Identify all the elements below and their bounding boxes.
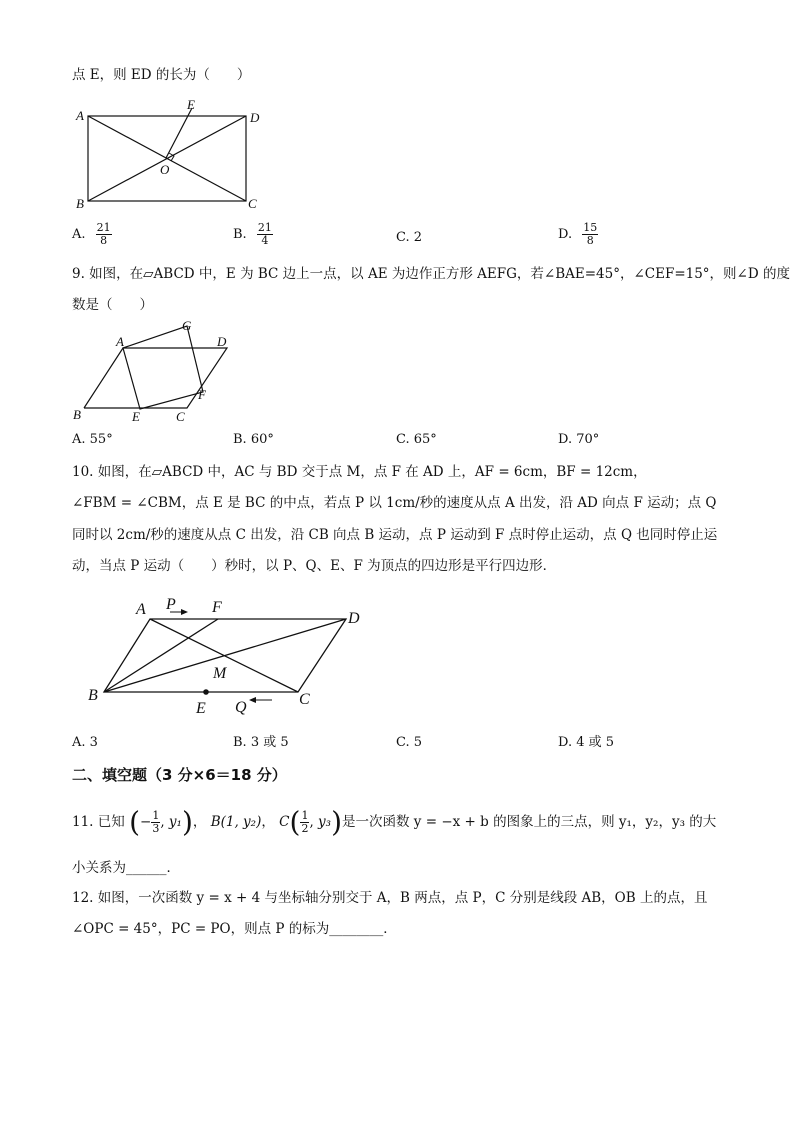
q11-a-y: y₁ xyxy=(168,814,182,830)
q9-parallelogram-figure xyxy=(70,318,235,428)
q9-option-a[interactable]: A. 55° xyxy=(72,432,113,447)
fraction xyxy=(257,222,273,247)
q10-parallelogram-figure xyxy=(80,592,380,722)
q9-label-F: F xyxy=(198,387,206,402)
q11-point-b: B(1, y₂) xyxy=(210,814,262,830)
q8-label-E: E xyxy=(187,97,195,112)
q11-a-sign: − xyxy=(140,814,152,830)
paren: ) xyxy=(331,805,343,839)
q9-label-A: A xyxy=(116,334,124,349)
q11-mid-text: 是一次函数 y = −x + b 的图象上的三点，则 y₁，y₂，y₃ 的大 xyxy=(342,814,717,830)
q9-label-E: E xyxy=(132,409,140,424)
paren: ( xyxy=(129,805,140,839)
q8-rectangle-figure xyxy=(70,96,270,212)
q9-option-b[interactable]: B. 60° xyxy=(233,432,274,447)
option-letter: D. xyxy=(558,227,573,242)
section-fill-in-title: 二、填空题（3 分×6＝18 分） xyxy=(72,766,287,784)
q10-label-D: D xyxy=(348,610,360,627)
q8-option-a[interactable] xyxy=(72,222,112,247)
q10-label-Q: Q xyxy=(235,699,247,716)
denominator: 3 xyxy=(152,822,160,835)
option-text: 2 xyxy=(413,230,423,245)
option-letter: A. xyxy=(72,227,86,242)
q10-option-a[interactable]: A. 3 xyxy=(72,735,98,750)
denominator: 2 xyxy=(301,822,309,835)
q10-label-B: B xyxy=(88,687,98,704)
q8-option-d[interactable] xyxy=(558,222,598,247)
q11-prefix: 11. 已知 xyxy=(72,814,125,830)
q11-c-y: y₃ xyxy=(318,814,332,830)
q10-option-d[interactable]: D. 4 或 5 xyxy=(558,735,615,750)
numerator: 21 xyxy=(257,221,272,234)
q10-label-C: C xyxy=(299,691,310,708)
q10-option-c[interactable]: C. 5 xyxy=(396,735,423,750)
denominator: 8 xyxy=(586,234,594,247)
q10-label-F: F xyxy=(212,599,222,616)
q10-stem-line4: 动，当点 P 运动（ ）秒时，以 P、Q、E、F 为顶点的四边形是平行四边形． xyxy=(72,558,557,574)
q8-option-b[interactable] xyxy=(233,222,273,247)
denominator: 4 xyxy=(261,234,269,247)
q9-label-B: B xyxy=(73,407,81,422)
q9-label-D: D xyxy=(217,334,227,349)
q10-stem-line2: ∠FBM = ∠CBM，点 E 是 BC 的中点，若点 P 以 1cm/秒的速度从点 A 出发，沿 AD 向点 F 运动；点 Q xyxy=(72,495,717,511)
q10-option-b[interactable]: B. 3 或 5 xyxy=(233,735,289,750)
numerator: 21 xyxy=(96,221,111,234)
denominator: 8 xyxy=(100,234,108,247)
q9-option-d[interactable]: D. 70° xyxy=(558,432,600,447)
q10-label-A: A xyxy=(136,601,146,618)
q8-label-A: A xyxy=(76,108,84,123)
q8-label-D: D xyxy=(250,110,260,125)
q9-option-c[interactable]: C. 65° xyxy=(396,432,437,447)
q9-stem-line2: 数是（ ） xyxy=(72,297,153,313)
q9-label-G: G xyxy=(182,318,192,333)
fraction xyxy=(96,222,112,247)
q8-label-O: O xyxy=(160,162,170,177)
fraction xyxy=(582,222,598,247)
q11-c-fraction xyxy=(300,810,309,835)
q11-c-label: C xyxy=(279,814,290,830)
q9-stem-line1: 9. 如图，在▱ABCD 中，E 为 BC 边上一点，以 AE 为边作正方形 AEFG，若∠BAE=45°，∠CEF=15°，则∠D 的度 xyxy=(72,266,790,282)
q10-stem-line3: 同时以 2cm/秒的速度从点 C 出发，沿 CB 向点 B 运动，点 P 运动到 F 点时停止运动，点 Q 也同时停止运 xyxy=(72,527,718,543)
q8-stem-tail: 点 E，则 ED 的长为（ ） xyxy=(72,67,251,83)
q8-label-B: B xyxy=(76,196,84,211)
paren: ( xyxy=(289,805,301,839)
q11-stem-line2: 小关系为______． xyxy=(72,860,180,876)
option-letter: C. xyxy=(396,230,410,245)
q12-stem-line1: 12. 如图，一次函数 y = x + 4 与坐标轴分别交于 A，B 两点，点 P，C 分别是线段 AB，OB 上的点，且 xyxy=(72,890,708,906)
q9-label-C: C xyxy=(176,409,185,424)
q12-stem-line2: ∠OPC = 45°，PC = PO，则点 P 的标为________． xyxy=(72,921,397,937)
q10-label-E: E xyxy=(196,700,206,717)
q8-option-c[interactable] xyxy=(396,228,422,248)
q10-label-M: M xyxy=(213,665,227,682)
paren: ) xyxy=(181,805,193,839)
numerator: 1 xyxy=(301,809,309,822)
q11-stem-line1: 11. 已知 (− $\frac{1}{3}$ , y₁)， B(1, y₂)， C( $\frac{1}{2}$ , y₃)是一次函数 y = −x + b 的图象上的三点，则 y₁，y₂，y₃ 的大 xyxy=(72,805,717,839)
q10-stem-line1: 10. 如图，在▱ABCD 中，AC 与 BD 交于点 M，点 F 在 AD 上，AF = 6cm，BF = 12cm， xyxy=(72,464,647,480)
q11-a-fraction xyxy=(151,810,160,835)
q8-label-C: C xyxy=(248,196,257,211)
numerator: 15 xyxy=(583,221,598,234)
option-letter: B. xyxy=(233,227,247,242)
q10-label-P: P xyxy=(166,596,176,613)
numerator: 1 xyxy=(152,809,160,822)
